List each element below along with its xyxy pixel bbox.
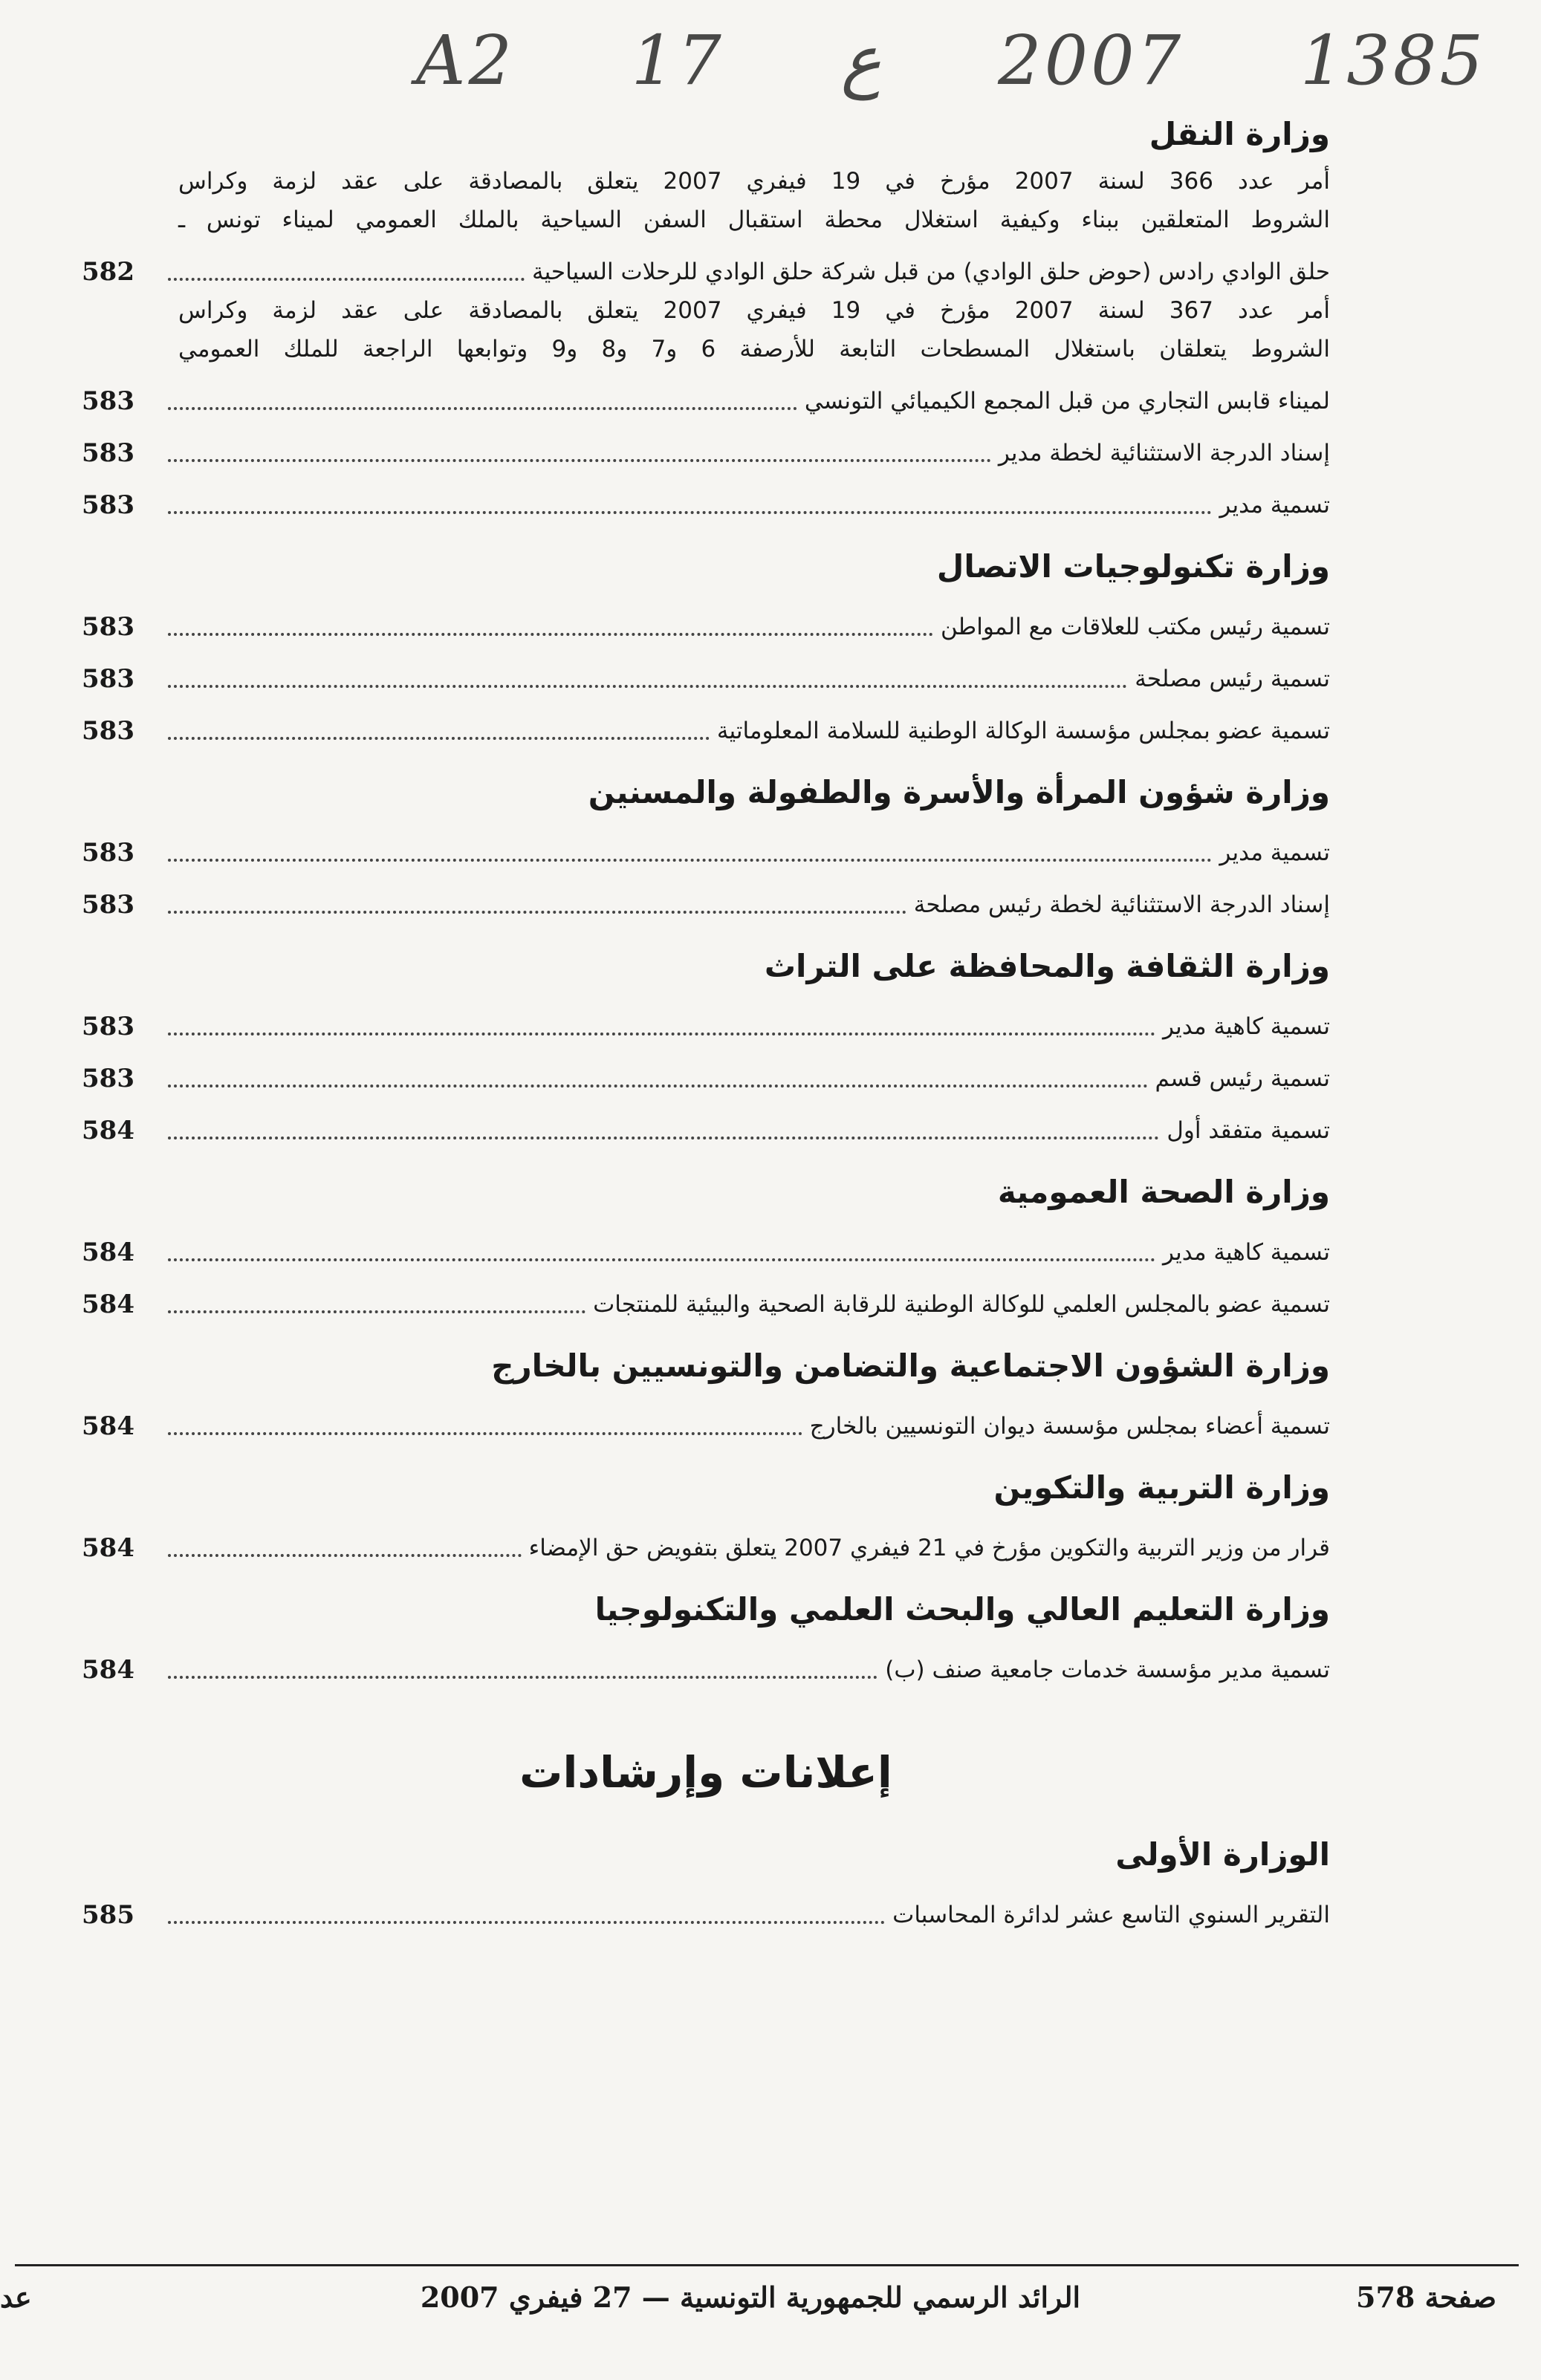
announcements-title: إعلانات وإرشادات	[519, 1747, 892, 1798]
dot-leader	[168, 1033, 1155, 1035]
dot-leader	[168, 1137, 1159, 1139]
toc-entry[interactable]	[82, 1394, 1330, 1446]
page-number: 584	[82, 1116, 134, 1145]
page-number: 584	[82, 1290, 134, 1319]
section-prime-ministry	[82, 1832, 1330, 1934]
entry-text: تسمية رئيس مكتب للعلاقات مع المواطن	[940, 614, 1330, 640]
page-number: 583	[82, 1064, 134, 1093]
dot-leader	[168, 685, 1127, 688]
page-number: 582	[82, 257, 134, 287]
ministry-heading: وزارة التعليم العالي والبحث العلمي والتكنولوجيا	[594, 1591, 1330, 1628]
page-number: 583	[82, 386, 134, 416]
entry-text: لميناء قابس التجاري من قبل المجمع الكيميائي التونسي	[804, 388, 1330, 414]
ministry-heading: وزارة الشؤون الاجتماعية والتضامن والتونسيين بالخارج	[491, 1347, 1330, 1384]
footer-publication: الرائد الرسمي للجمهورية التونسية — 27 فيفري 2007	[420, 2280, 1081, 2314]
footer-page-label: صفحة 578	[1356, 2280, 1496, 2314]
page-number: 584	[82, 1655, 134, 1685]
dot-leader	[168, 459, 991, 462]
toc-entry[interactable]	[82, 1220, 1330, 1272]
entry-text: تسمية عضو بمجلس مؤسسة الوكالة الوطنية للسلامة المعلوماتية	[716, 718, 1330, 744]
page-number: 583	[82, 612, 134, 642]
dot-leader	[168, 911, 906, 914]
entry-text: حلق الوادي رادس (حوض حلق الوادي) من قبل شركة حلق الوادي للرحلات السياحية	[531, 259, 1330, 285]
entry-text: قرار من وزير التربية والتكوين مؤرخ في 21 فيفري 2007 يتعلق بتفويض حق الإمضاء	[528, 1535, 1330, 1561]
entry-text: إسناد الدرجة الاستثنائية لخطة مدير	[998, 440, 1330, 466]
entry-line: الشروط المتعلقين ببناء وكيفية استغلال محطة استقبال السفن السياحية بالملك العمومي لميناء تونس ـ	[178, 207, 1330, 233]
handwritten-year: 2007	[998, 21, 1184, 100]
dot-leader	[168, 1554, 522, 1557]
entry-text: تسمية مدير	[1219, 839, 1330, 866]
dot-leader	[168, 737, 710, 740]
page-number: 585	[82, 1900, 134, 1930]
toc-entry[interactable]	[82, 1272, 1330, 1324]
page-number: 584	[82, 1533, 134, 1563]
page-number: 584	[82, 1411, 134, 1441]
entry-text: تسمية كاهية مدير	[1162, 1239, 1330, 1266]
dot-leader	[168, 1676, 877, 1679]
dot-leader	[168, 1085, 1148, 1087]
dot-leader	[168, 1258, 1155, 1261]
handwritten-number: 17	[631, 21, 724, 100]
toc-entry[interactable]	[82, 1515, 1330, 1567]
entry-line: أمر عدد 367 لسنة 2007 مؤرخ في 19 فيفري 2007 يتعلق بالمصادقة على عقد لزمة وكراس	[178, 297, 1330, 324]
toc-entry[interactable]	[82, 1637, 1330, 1689]
table-of-contents	[82, 111, 1330, 1934]
page-number: 584	[82, 1238, 134, 1267]
page-number: 583	[82, 664, 134, 694]
page-footer	[0, 2264, 1541, 2316]
ministry-heading: وزارة الصحة العمومية	[997, 1174, 1330, 1210]
entry-text: تسمية رئيس مصلحة	[1135, 666, 1330, 692]
toc-entry[interactable]	[82, 420, 1330, 472]
page-number: 583	[82, 716, 134, 746]
section-public-health	[82, 1169, 1330, 1324]
entry-line: أمر عدد 366 لسنة 2007 مؤرخ في 19 فيفري 2007 يتعلق بالمصادقة على عقد لزمة وكراس	[178, 168, 1330, 195]
page-number: 583	[82, 1012, 134, 1041]
section-social-affairs	[82, 1343, 1330, 1446]
toc-entry[interactable]	[82, 594, 1330, 646]
ministry-heading: وزارة التربية والتكوين	[993, 1469, 1330, 1506]
toc-entry[interactable]	[82, 872, 1330, 924]
section-culture	[82, 943, 1330, 1150]
handwritten-reference: 1385	[1300, 21, 1486, 100]
toc-entry[interactable]	[82, 1098, 1330, 1150]
entry-line: الشروط يتعلقان باستغلال المسطحات التابعة للأرصفة 6 و7 و8 و9 وتوابعها الراجعة للملك العمومي	[178, 336, 1330, 362]
entry-text: تسمية مدير	[1219, 492, 1330, 518]
page-number: 583	[82, 890, 134, 920]
dot-leader	[168, 278, 525, 281]
dot-leader	[168, 1921, 885, 1924]
toc-entry[interactable]	[82, 646, 1330, 698]
footer-rule	[15, 2264, 1519, 2266]
page-number: 583	[82, 490, 134, 520]
ministry-heading: وزارة الثقافة والمحافظة على التراث	[764, 948, 1330, 984]
section-women-family	[82, 770, 1330, 924]
ministry-heading: وزارة النقل	[1149, 116, 1330, 152]
section-communication-technologies	[82, 544, 1330, 750]
page-number: 583	[82, 438, 134, 468]
entry-text: تسمية عضو بالمجلس العلمي للوكالة الوطنية للرقابة الصحية والبيئية للمنتجات	[593, 1291, 1330, 1318]
entry-text: تسمية متفقد أول	[1167, 1117, 1330, 1144]
toc-entry[interactable]	[82, 1882, 1330, 1934]
entry-text: التقرير السنوي التاسع عشر لدائرة المحاسبات	[892, 1902, 1330, 1928]
ministry-heading: وزارة تكنولوجيات الاتصال	[936, 548, 1330, 585]
dot-leader	[168, 407, 797, 410]
ministry-heading: وزارة شؤون المرأة والأسرة والطفولة والمسنين	[588, 774, 1330, 810]
dot-leader	[168, 1432, 802, 1435]
page-number: 583	[82, 838, 134, 868]
dot-leader	[168, 511, 1212, 514]
entry-text: تسمية كاهية مدير	[1162, 1013, 1330, 1040]
entry-text: تسمية مدير مؤسسة خدمات جامعية صنف (ب)	[885, 1656, 1330, 1683]
entry-text: تسمية رئيس قسم	[1155, 1065, 1330, 1092]
handwritten-code: A2	[416, 21, 515, 100]
toc-entry[interactable]	[82, 162, 1330, 291]
entry-text: تسمية أعضاء بمجلس مؤسسة ديوان التونسيين بالخارج	[809, 1413, 1330, 1440]
section-education	[82, 1465, 1330, 1567]
toc-entry[interactable]	[82, 994, 1330, 1046]
dot-leader	[168, 633, 933, 636]
handwritten-annotation	[416, 21, 1486, 100]
section-transport	[82, 111, 1330, 524]
dot-leader	[168, 1310, 585, 1313]
toc-entry[interactable]	[82, 1046, 1330, 1098]
toc-entry[interactable]	[82, 698, 1330, 750]
handwritten-letter: ع	[840, 21, 882, 100]
ministry-heading: الوزارة الأولى	[1115, 1836, 1330, 1873]
toc-entry[interactable]	[82, 291, 1330, 420]
dot-leader	[168, 859, 1212, 862]
entry-text: إسناد الدرجة الاستثنائية لخطة رئيس مصلحة	[913, 891, 1330, 918]
toc-entry[interactable]	[82, 820, 1330, 872]
toc-entry[interactable]	[82, 472, 1330, 524]
footer-cut-text: عد	[0, 2280, 32, 2314]
section-higher-education	[82, 1587, 1330, 1689]
